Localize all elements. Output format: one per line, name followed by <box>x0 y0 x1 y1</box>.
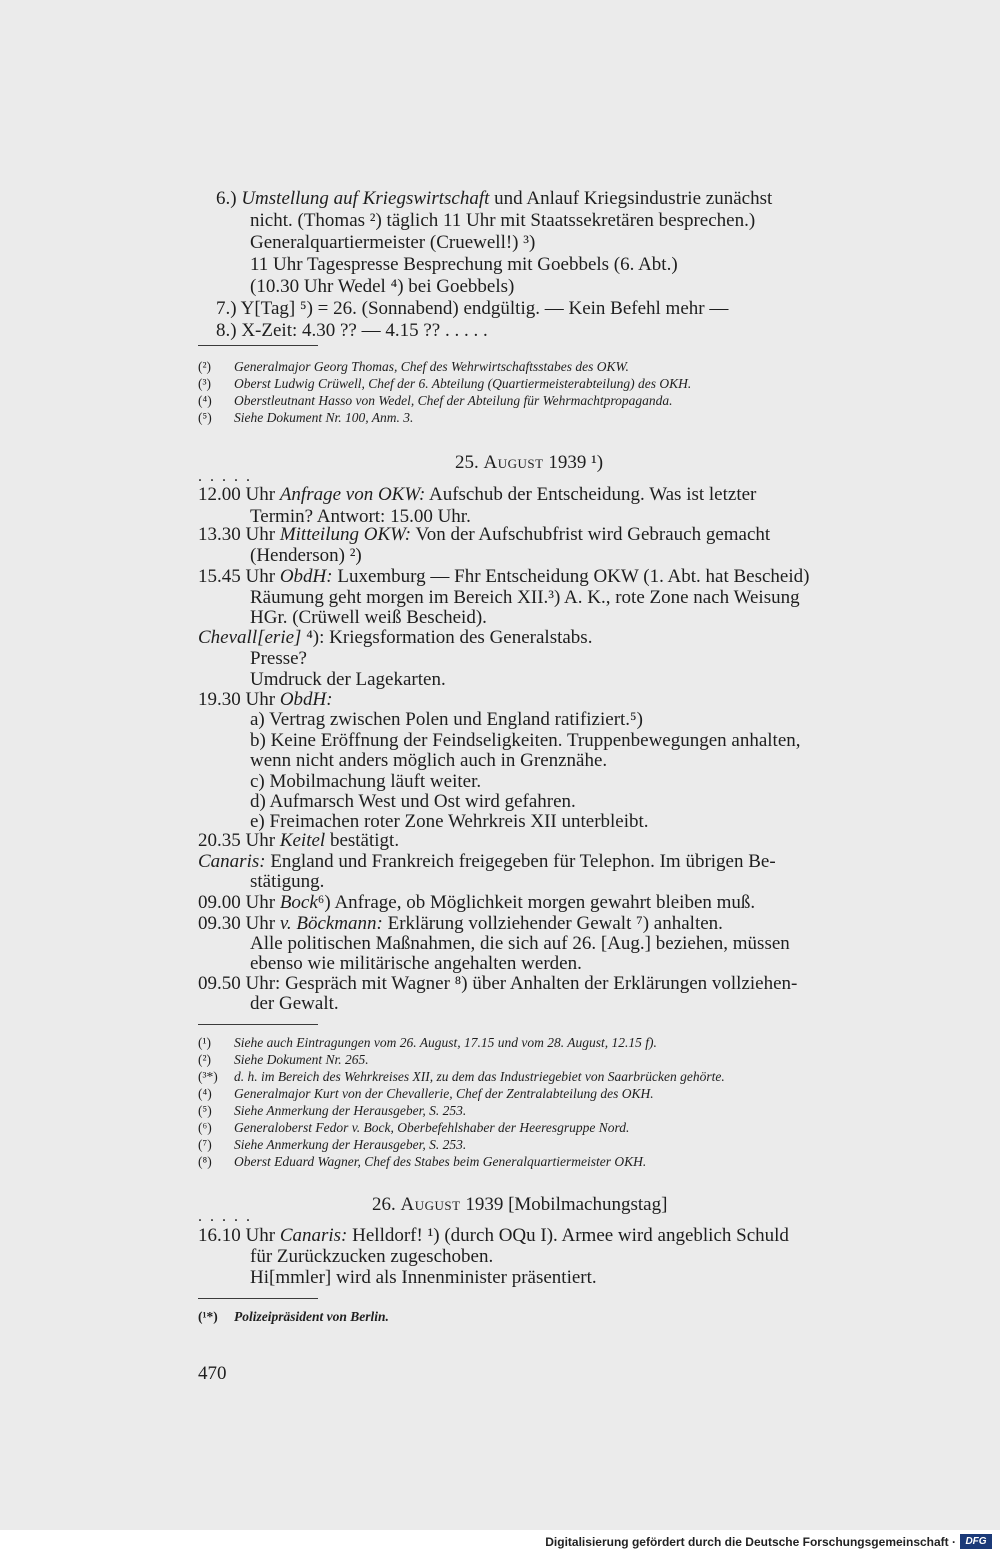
body-line: 13.30 Uhr Mitteilung OKW: Von der Aufschubfrist wird Gebrauch gemacht <box>198 524 771 545</box>
body-line: 09.30 Uhr v. Böckmann: Erklärung vollziehender Gewalt ⁷) anhalten. <box>198 913 723 934</box>
body-line: Canaris: England und Frankreich freigegeben für Telephon. Im übrigen Be- <box>198 851 776 872</box>
body-line: 15.45 Uhr ObdH: Luxemburg — Fhr Entscheidung OKW (1. Abt. hat Bescheid) <box>198 566 810 587</box>
list-item: a) Vertrag zwischen Polen und England ratifiziert.⁵) <box>250 709 643 730</box>
body-line: HGr. (Crüwell weiß Bescheid). <box>250 607 487 628</box>
body-line: Chevall[erie] ⁴): Kriegsformation des Generalstabs. <box>198 627 593 648</box>
body-line: (10.30 Uhr Wedel ⁴) bei Goebbels) <box>250 276 515 297</box>
date-heading: 26. August 1939 [Mobilmachungstag] <box>372 1194 668 1215</box>
list-item: d) Aufmarsch West und Ost wird gefahren. <box>250 791 576 812</box>
list-item: c) Mobilmachung läuft weiter. <box>250 771 482 792</box>
footnote-divider <box>198 1298 318 1299</box>
body-line: 12.00 Uhr Anfrage von OKW: Aufschub der Entscheidung. Was ist letzter <box>198 484 757 505</box>
body-line: Presse? <box>250 648 307 669</box>
body-line: 19.30 Uhr ObdH: <box>198 689 333 710</box>
footer-bar <box>0 1530 1000 1554</box>
footnote: (⁵) Siehe Dokument Nr. 100, Anm. 3. <box>198 410 414 425</box>
body-line: 8.) X-Zeit: 4.30 ?? — 4.15 ?? . . . . . <box>216 320 488 341</box>
date-heading: 25. August 1939 ¹) <box>455 452 604 473</box>
list-item: e) Freimachen roter Zone Wehrkreis XII unterbleibt. <box>250 811 649 832</box>
body-line: nicht. (Thomas ²) täglich 11 Uhr mit Staatssekretären besprechen.) <box>250 210 756 231</box>
footnote: (⁸) Oberst Eduard Wagner, Chef des Stabes beim Generalquartiermeister OKH. <box>198 1154 647 1169</box>
footnote-divider <box>198 345 318 346</box>
footnote: (¹) Siehe auch Eintragungen vom 26. August, 17.15 und vom 28. August, 12.15 f). <box>198 1035 657 1050</box>
body-line: der Gewalt. <box>250 993 339 1014</box>
footnote: (³*) d. h. im Bereich des Wehrkreises XII, zu dem das Industriegebiet von Saarbrücken gehörte. <box>198 1069 725 1084</box>
ellipsis-dots: . . . . . <box>198 468 252 485</box>
footnote: (⁴) Oberstleutnant Hasso von Wedel, Chef der Abteilung für Wehrmachtpropaganda. <box>198 393 673 408</box>
footnote: (¹*) Polizeipräsident von Berlin. <box>198 1309 389 1324</box>
body-line: 09.50 Uhr: Gespräch mit Wagner ⁸) über Anhalten der Erklärungen vollziehen- <box>198 973 798 994</box>
body-line: stätigung. <box>250 871 325 892</box>
footer-credit: Digitalisierung gefördert durch die Deutsche Forschungsgemeinschaft · <box>545 1535 956 1549</box>
footnote-divider <box>198 1024 318 1025</box>
body-line: 16.10 Uhr Canaris: Helldorf! ¹) (durch OQu I). Armee wird angeblich Schuld <box>198 1225 789 1246</box>
body-line: Umdruck der Lagekarten. <box>250 669 446 690</box>
body-line: ebenso wie militärische angehalten werden. <box>250 953 582 974</box>
page-number: 470 <box>198 1363 227 1384</box>
footnote: (⁶) Generaloberst Fedor v. Bock, Oberbefehlshaber der Heeresgruppe Nord. <box>198 1120 630 1135</box>
ellipsis-dots: . . . . . <box>198 1208 252 1225</box>
list-item: wenn nicht anders möglich auch in Grenznähe. <box>250 750 608 771</box>
body-line: für Zurückzucken zugeschoben. <box>250 1246 494 1267</box>
body-line: Termin? Antwort: 15.00 Uhr. <box>250 506 471 527</box>
footnote: (⁵) Siehe Anmerkung der Herausgeber, S. 253. <box>198 1103 467 1118</box>
dfg-logo-icon[interactable]: DFG <box>960 1534 992 1549</box>
body-line: 6.) Umstellung auf Kriegswirtschaft und Anlauf Kriegsindustrie zunächst <box>216 188 773 209</box>
body-line: 11 Uhr Tagespresse Besprechung mit Goebbels (6. Abt.) <box>250 254 678 275</box>
body-line: Alle politischen Maßnahmen, die sich auf 26. [Aug.] beziehen, müssen <box>250 933 790 954</box>
body-line: 09.00 Uhr Bock⁶) Anfrage, ob Möglichkeit morgen gewahrt bleiben muß. <box>198 892 756 913</box>
body-line: Räumung geht morgen im Bereich XII.³) A. K., rote Zone nach Weisung <box>250 587 800 608</box>
body-line: Hi[mmler] wird als Innenminister präsentiert. <box>250 1267 597 1288</box>
body-line: Generalquartiermeister (Cruewell!) ³) <box>250 232 536 253</box>
footnote: (³) Oberst Ludwig Crüwell, Chef der 6. Abteilung (Quartiermeisterabteilung) des OKH. <box>198 376 692 391</box>
footnote: (⁴) Generalmajor Kurt von der Chevallerie, Chef der Zentralabteilung des OKH. <box>198 1086 654 1101</box>
body-line: (Henderson) ²) <box>250 545 362 566</box>
footnote: (⁷) Siehe Anmerkung der Herausgeber, S. 253. <box>198 1137 467 1152</box>
footnote: (²) Siehe Dokument Nr. 265. <box>198 1052 369 1067</box>
body-line: 7.) Y[Tag] ⁵) = 26. (Sonnabend) endgültig. — Kein Befehl mehr — <box>216 298 729 319</box>
list-item: b) Keine Eröffnung der Feindseligkeiten. Truppenbewegungen anhalten, <box>250 730 801 751</box>
footnote: (²) Generalmajor Georg Thomas, Chef des Wehrwirtschaftsstabes des OKW. <box>198 359 629 374</box>
body-line: 20.35 Uhr Keitel bestätigt. <box>198 830 400 851</box>
